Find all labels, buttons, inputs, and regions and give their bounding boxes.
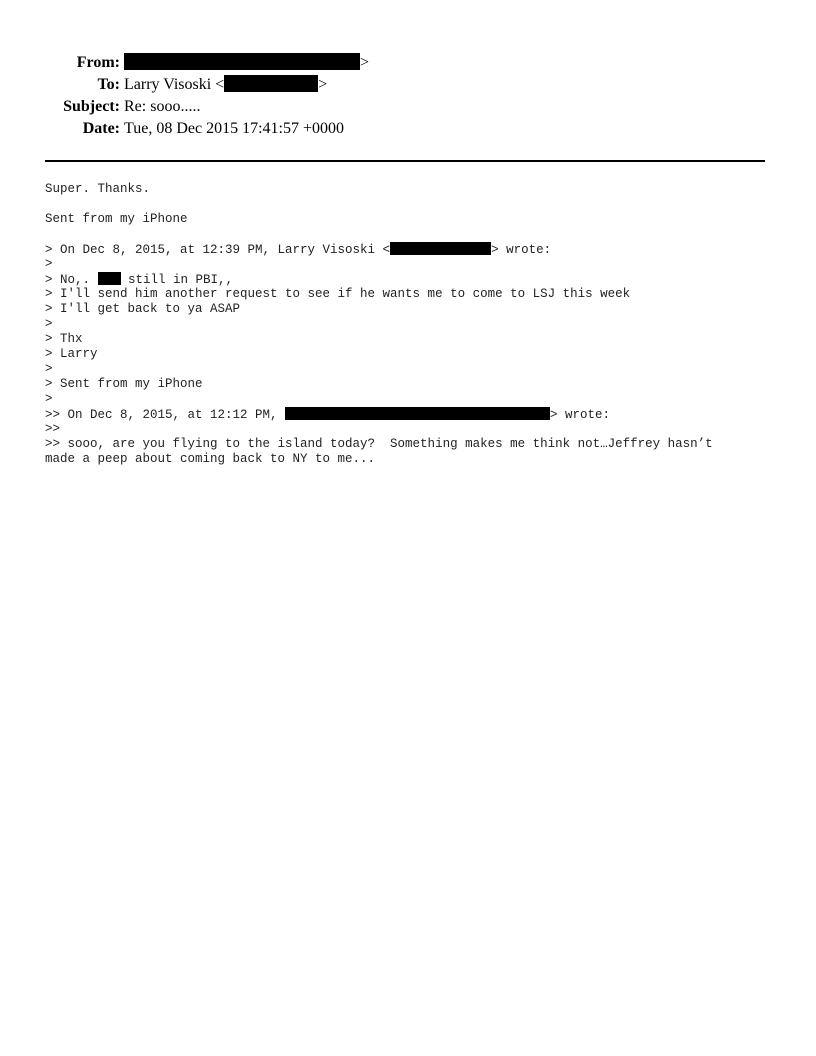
quoted-line: > Sent from my iPhone: [45, 377, 203, 391]
date-row: [0, 118, 816, 140]
from-label: From:: [76, 54, 120, 71]
to-label: To:: [97, 76, 120, 93]
nested-quote-header-line: [45, 407, 785, 422]
quoted-line: >: [45, 392, 53, 406]
email-body: [45, 182, 785, 467]
quoted-text: > No,.: [45, 273, 98, 287]
quoted-text: still in PBI,,: [120, 273, 234, 287]
from-row: [0, 52, 816, 74]
quoted-line: made a peep about coming back to NY to me...: [45, 452, 376, 466]
quoted-line: [45, 272, 785, 287]
quoted-line: > Larry: [45, 347, 98, 361]
blank-line: [45, 197, 785, 212]
from-suffix: >: [360, 54, 370, 71]
blank-line: [45, 227, 785, 242]
quoted-line: > I'll get back to ya ASAP: [45, 302, 241, 316]
subject-value: Re: sooo.....: [124, 98, 201, 115]
redaction-box: [224, 75, 318, 92]
date-label: Date:: [82, 120, 120, 137]
body-line: Super. Thanks.: [45, 182, 151, 196]
quoted-line: > I'll send him another request to see if he wants me to come to LSJ this week: [45, 287, 631, 301]
redaction-box: [390, 242, 491, 255]
redaction-box: [98, 272, 121, 285]
quoted-line: >: [45, 257, 53, 271]
to-row: [0, 74, 816, 96]
quote-header-text: > On Dec 8, 2015, at 12:39 PM, Larry Visoski <: [45, 243, 391, 257]
quoted-line: >> sooo, are you flying to the island today? Something makes me think not…Jeffrey hasn’t: [45, 437, 713, 451]
subject-label: Subject:: [63, 98, 120, 115]
subject-row: [0, 96, 816, 118]
quoted-line: >: [45, 362, 53, 376]
date-value: Tue, 08 Dec 2015 17:41:57 +0000: [124, 120, 344, 137]
quoted-line: >: [45, 317, 53, 331]
quote-header-text: >> On Dec 8, 2015, at 12:12 PM,: [45, 408, 286, 422]
quoted-line: >>: [45, 422, 61, 436]
from-value: [124, 52, 369, 74]
header-divider: [45, 160, 765, 162]
to-value: [124, 74, 327, 96]
to-name: Larry Visoski <: [124, 76, 225, 93]
quote-header-suffix: > wrote:: [550, 408, 611, 422]
to-suffix: >: [318, 76, 328, 93]
redaction-box: [285, 407, 550, 420]
quoted-line: > Thx: [45, 332, 83, 346]
quote-header-suffix: > wrote:: [491, 243, 552, 257]
redaction-box: [124, 53, 360, 70]
quote-header-line: [45, 242, 785, 257]
body-line: Sent from my iPhone: [45, 212, 188, 226]
